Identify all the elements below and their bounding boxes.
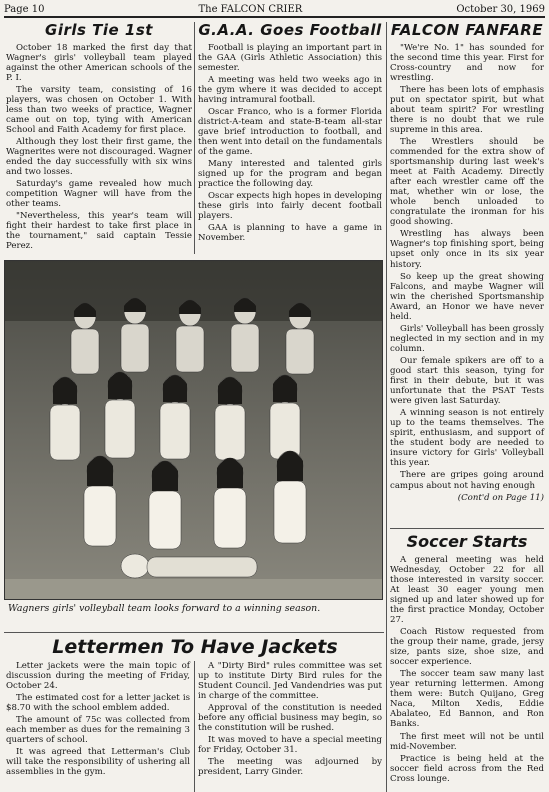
column-divider [386,22,387,792]
soccer-headline: Soccer Starts [406,532,528,551]
fanfare-paragraph: There has been lots of emphasis put on spectator spirit, but what about team spirit? For wrestling there is no doubt that we rule supreme in this area. [390,84,544,135]
fanfare-paragraph: The Wrestlers should be commended for the extra show of sportsmanship during last week's meet at Faith Academy. Directly after each wrestler came off the mat, whether win or lose, the whole bench unloaded to congratulate the ironman for his good showing. [390,136,544,228]
continued-note: (Cont'd on Page 11) [457,492,544,503]
column-divider [194,661,195,792]
girls-tie-paragraph: The varsity team, consisting of 16 players, was chosen on October 1. With less than two weeks of practice, Wagner came out on top, tying with American School and Faith Academy for first place. [6,84,192,135]
girls-tie-headline: Girls Tie 1st [45,21,153,39]
girls-tie-paragraph: October 18 marked the first day that Wagner's girls' volleyball team played against the other American schools of the P. I. [6,42,192,83]
gaa-paragraph: Many interested and talented girls signed up for the program and began practice the following day. [198,159,382,190]
girls-tie-paragraph: "Nevertheless, this year's team will fight their hardest to take first place in the tournament," said captain Tessie Perez. [6,211,192,252]
gaa-paragraph: A meeting was held two weeks ago in the gym where it was decided to accept having intramural football. [198,74,382,105]
gaa-paragraph: Oscar expects high hopes in developing these girls into fairly decent football players. [198,191,382,222]
soccer-paragraph: The soccer team saw many last year returning lettermen. Among them were: Butch Quijano, Greg Naca, Milton Xedis, Eddie Abalateo, Ed Bannon, and Ron Banks. [390,669,544,730]
soccer-article [390,533,544,786]
fanfare-paragraph: Girls' Volleyball has been grossly neglected in my section and in my column. [390,323,544,354]
gaa-paragraph: Football is playing an important part in the GAA (Girls Athletic Association) this semester. [198,42,382,73]
lettermen-paragraph: It was moved to have a special meeting for Friday, October 31. [198,735,382,756]
lettermen-paragraph: Letter jackets were the main topic of discussion during the meeting of Friday, October 24. [6,661,190,692]
lettermen-paragraph: A "Dirty Bird" rules committee was set up to institute Dirty Bird rules for the Student Council. Jed Vandendries was put in charge of the committee. [198,661,382,702]
fanfare-paragraph: A winning season is not entirely up to the teams themselves. The spirit, enthusiasm, and support of the student body are needed to insure victory for Girls' Volleyball this year. [390,408,544,469]
gaa-paragraph: Oscar Franco, who is a former Florida district-A-team and state-B-team all-star gave brief introduction to football, and then went into detail on the fundamentals of the game. [198,106,382,158]
lettermen-paragraph: Approval of the constitution is needed before any official business may begin, so the constitution will be rushed. [198,703,382,734]
lettermen-left-column [6,661,190,780]
fanfare-paragraph: There are gripes going around campus about not having enough [390,470,544,491]
paper-name: The FALCON CRIER [198,3,303,15]
lettermen-paragraph: The meeting was adjourned by president, Larry Ginder. [198,757,382,778]
volleyball-team-photo [4,260,383,600]
team-photo-image [5,261,383,600]
fanfare-paragraph: Wrestling has always been Wagner's top finishing sport, being upset only once in its six year history. [390,229,544,270]
soccer-paragraph: A general meeting was held Wednesday, October 22 for all those interested in varsity soccer. At least 30 eager young men signed up and later showed up for the first practice Monday, October 27. [390,554,544,625]
photo-caption: Wagners girls' volleyball team looks forward to a winning season. [8,603,321,614]
girls-tie-article [6,22,192,253]
fanfare-paragraph: "We're No. 1" has sounded for the second time this year. First for Cross-country and now for wrestling. [390,42,544,83]
gaa-paragraph: GAA is planning to have a game in November. [198,223,382,244]
lettermen-headline: Lettermen To Have Jackets [52,636,338,658]
lettermen-paragraph: It was agreed that Letterman's Club will take the responsibility of ushering all assemblies in the gym. [6,747,190,778]
gaa-article [198,22,382,245]
section-divider [4,632,384,633]
gaa-headline: G.A.A. Goes Football [198,21,382,39]
fanfare-headline: FALCON FANFARE [390,21,544,39]
lettermen-article [6,636,384,661]
girls-tie-paragraph: Although they lost their first game, the Wagnerites were not discouraged. Wagner ended the day successfully with six wins and two losses. [6,136,192,178]
soccer-paragraph: Practice is being held at the soccer field across from the Red Cross lounge. [390,753,544,784]
fanfare-paragraph: Our female spikers are off to a good start this season, tying for first in their debute, but it was unfortunate that the PSAT Tests were given last Saturday. [390,355,544,407]
lettermen-right-column [198,661,382,780]
girls-tie-paragraph: Saturday's game revealed how much competition Wagner will have from the other teams. [6,179,192,210]
masthead [4,2,545,18]
lettermen-paragraph: The amount of 75c was collected from each member as dues for the remaining 3 quarters of school. [6,715,190,746]
soccer-paragraph: The first meet will not be until mid-November. [390,731,544,752]
issue-date: October 30, 1969 [456,3,545,15]
page-number: Page 10 [4,3,45,15]
fanfare-column [390,22,544,503]
section-divider [390,528,544,529]
soccer-paragraph: Coach Ristow requested from the group their name, grade, jersy size, pants size, shoe size, and soccer experience. [390,627,544,668]
column-divider [194,22,195,254]
lettermen-paragraph: The estimated cost for a letter jacket is $8.70 with the school emblem added. [6,693,190,714]
fanfare-paragraph: So keep up the great showing Falcons, and maybe Wagner will win the cherished Sportsmanship Award, an Honor we have never held. [390,271,544,322]
